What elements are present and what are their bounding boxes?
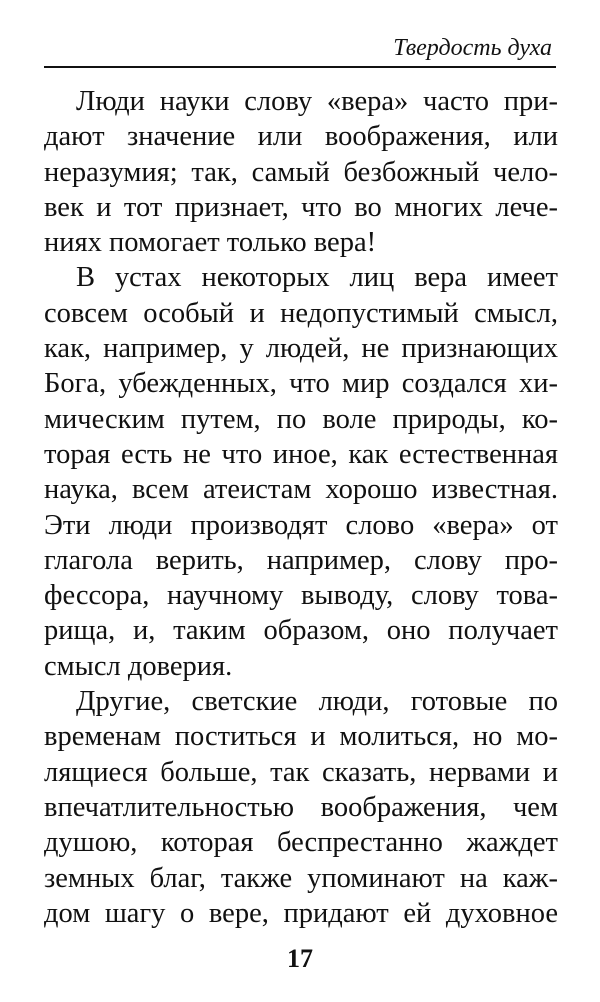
text-line: как, например, у людей, не признающих	[44, 333, 558, 365]
text-line: наука, всем атеистам хорошо известная.	[44, 474, 558, 506]
text-line: В устах некоторых лиц вера имеет	[76, 262, 558, 294]
text-line: ниях помогает только вера!	[44, 227, 377, 259]
running-head	[44, 34, 556, 68]
text-line: неразумия; так, самый безбожный чело-	[44, 156, 558, 188]
text-line: впечатлительностью воображения, чем	[44, 791, 558, 823]
text-line: временам поститься и молиться, но мо-	[44, 721, 558, 753]
text-line: смысл доверия.	[44, 650, 233, 682]
text-line: Люди науки слову «вера» часто при-	[76, 86, 558, 117]
text-line: глагола верить, например, слову про-	[44, 544, 558, 576]
text-line: Эти люди производят слово «вера» от	[44, 509, 558, 541]
running-head-title: Твердость духа	[393, 35, 552, 61]
text-line: рища, и, таким образом, оно получает	[44, 615, 558, 647]
text-line: дом шагу о вере, придают ей духовное	[44, 897, 558, 929]
text-line: век и тот признает, что во многих лече-	[44, 191, 558, 223]
text-line: Бога, убежденных, что мир создался хи-	[44, 368, 558, 400]
text-line: торая есть не что иное, как естественная	[44, 438, 558, 470]
text-line: земных благ, также упоминают на каж-	[44, 862, 558, 894]
text-line: душою, которая беспрестанно жаждет	[44, 827, 558, 859]
text-line: совсем особый и недопустимый смысл,	[44, 297, 558, 329]
text-line: фессора, научному выводу, слову това-	[44, 580, 558, 612]
page-number: 17	[287, 944, 313, 973]
text-line: Другие, светские люди, готовые по	[76, 686, 558, 718]
body-text	[44, 84, 558, 931]
text-line: мическим путем, по воле природы, ко-	[44, 403, 558, 435]
text-line: дают значение или воображения, или	[44, 121, 558, 153]
text-line: лящиеся больше, так сказать, нервами и	[44, 756, 558, 788]
